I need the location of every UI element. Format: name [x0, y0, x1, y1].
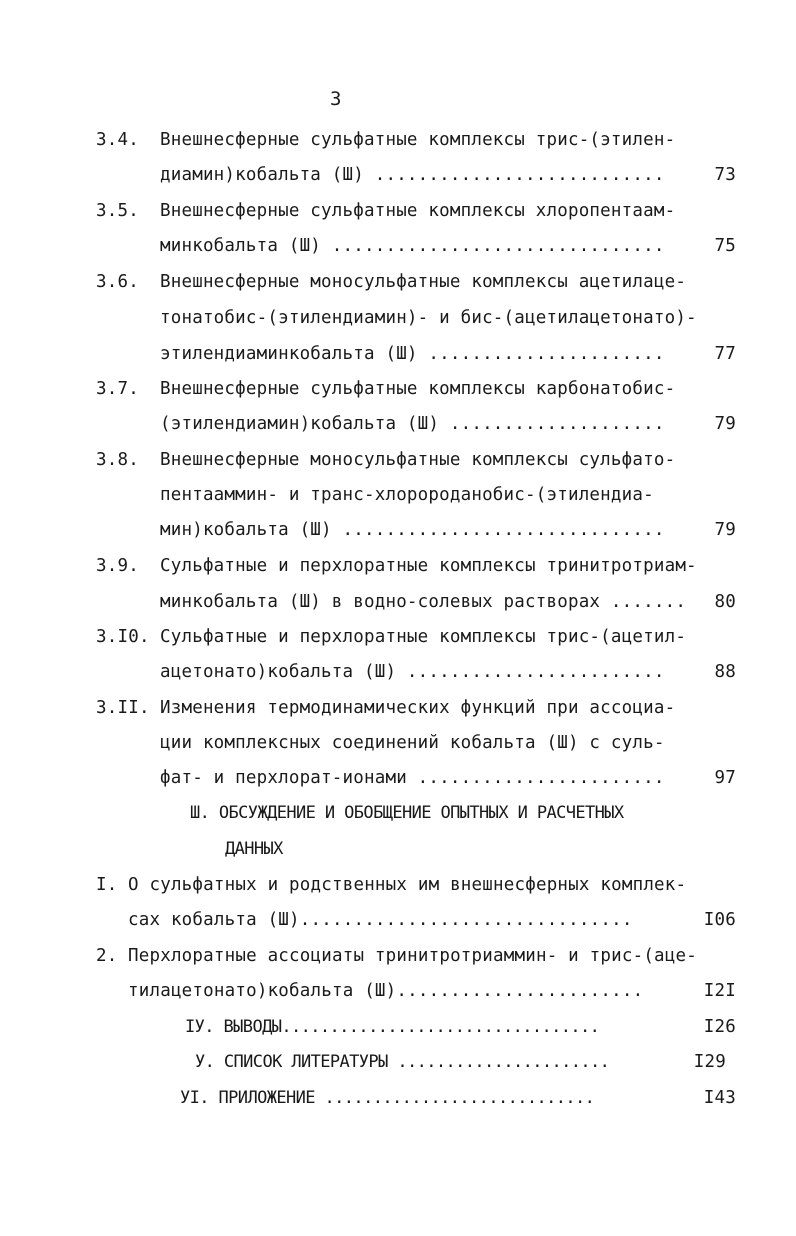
toc-entry-line: пентааммин- и транс-хлоророданобис-(этилендиа-	[160, 485, 654, 505]
toc-entry-number: 2.	[96, 946, 118, 966]
chapter-entry: УI. ПРИЛОЖЕНИЕ ............................	[180, 1088, 595, 1108]
toc-entry-line: сах кобальта (Ш)...............................	[128, 910, 633, 930]
toc-entry-line: Сульфатные и перхлоратные комплексы трис-(ацетил-	[160, 627, 687, 647]
toc-entry-line: (этилендиамин)кобальта (Ш) ....................	[160, 414, 665, 434]
toc-entry-page: 73	[714, 165, 736, 185]
toc-entry-line: фат- и перхлорат-ионами .......................	[160, 768, 665, 788]
toc-entry-number: I.	[96, 875, 118, 895]
toc-entry-line: Внешнесферные сульфатные комплексы карбонатобис-	[160, 379, 676, 399]
toc-entry-line: минкобальта (Ш) ...............................	[160, 236, 665, 256]
toc-entry-page: 79	[714, 414, 736, 434]
chapter-heading: ДАННЫХ	[225, 839, 283, 859]
toc-entry-line: ацетонато)кобальта (Ш) ........................	[160, 662, 665, 682]
toc-entry-line: Внешнесферные сульфатные комплексы хлоропентаам-	[160, 201, 676, 221]
toc-entry-page: 80	[714, 592, 736, 612]
toc-entry-page: I29	[693, 1052, 726, 1072]
toc-entry-line: Перхлоратные ассоциаты тринитротриаммин- и трис-(аце-	[128, 946, 698, 966]
toc-entry-page: 79	[714, 520, 736, 540]
toc-entry-line: Изменения термодинамических функций при ассоциа-	[160, 698, 676, 718]
toc-entry-line: мин)кобальта (Ш) ..............................	[160, 520, 665, 540]
toc-entry-page: 77	[714, 344, 736, 364]
toc-entry-page: I43	[703, 1088, 736, 1108]
chapter-heading: Ш. ОБСУЖДЕНИЕ И ОБОБЩЕНИЕ ОПЫТНЫХ И РАСЧЕТНЫХ	[190, 803, 624, 823]
toc-entry-line: тонатобис-(этилендиамин)- и бис-(ацетилацетонато)-	[160, 308, 697, 328]
toc-entry-number: 3.5.	[96, 201, 139, 221]
toc-entry-line: тилацетонато)кобальта (Ш).......................	[128, 981, 644, 1001]
toc-entry-page: 88	[714, 662, 736, 682]
toc-entry-line: Внешнесферные сульфатные комплексы трис-(этилен-	[160, 130, 676, 150]
page-number: 3	[330, 88, 342, 110]
toc-entry-number: 3.II.	[96, 698, 150, 718]
chapter-entry: У. СПИСОК ЛИТЕРАТУРЫ ......................	[195, 1052, 610, 1072]
toc-entry-line: ции комплексных соединений кобальта (Ш) с суль-	[160, 733, 665, 753]
toc-entry-line: минкобальта (Ш) в водно-солевых растворах .......	[160, 592, 687, 612]
toc-entry-line: диамин)кобальта (Ш) ...........................	[160, 165, 665, 185]
toc-entry-number: 3.8.	[96, 450, 139, 470]
toc-entry-line: Внешнесферные моносульфатные комплексы ацетилаце-	[160, 272, 687, 292]
toc-entry-number: 3.I0.	[96, 627, 150, 647]
toc-entry-page: I2I	[703, 981, 736, 1001]
toc-entry-line: Внешнесферные моносульфатные комплексы сульфато-	[160, 450, 676, 470]
toc-entry-number: 3.4.	[96, 130, 139, 150]
toc-entry-line: О сульфатных и родственных им внешнесферных комплек-	[128, 875, 687, 895]
chapter-entry: IУ. ВЫВОДЫ.................................	[185, 1017, 600, 1037]
toc-entry-page: I26	[703, 1017, 736, 1037]
toc-entry-line: этилендиаминкобальта (Ш) ......................	[160, 344, 665, 364]
toc-entry-line: Сульфатные и перхлоратные комплексы тринитротриам-	[160, 556, 697, 576]
toc-entry-number: 3.7.	[96, 379, 139, 399]
toc-entry-page: I06	[703, 910, 736, 930]
toc-entry-page: 75	[714, 236, 736, 256]
toc-entry-number: 3.9.	[96, 556, 139, 576]
toc-entry-page: 97	[714, 768, 736, 788]
toc-entry-number: 3.6.	[96, 272, 139, 292]
